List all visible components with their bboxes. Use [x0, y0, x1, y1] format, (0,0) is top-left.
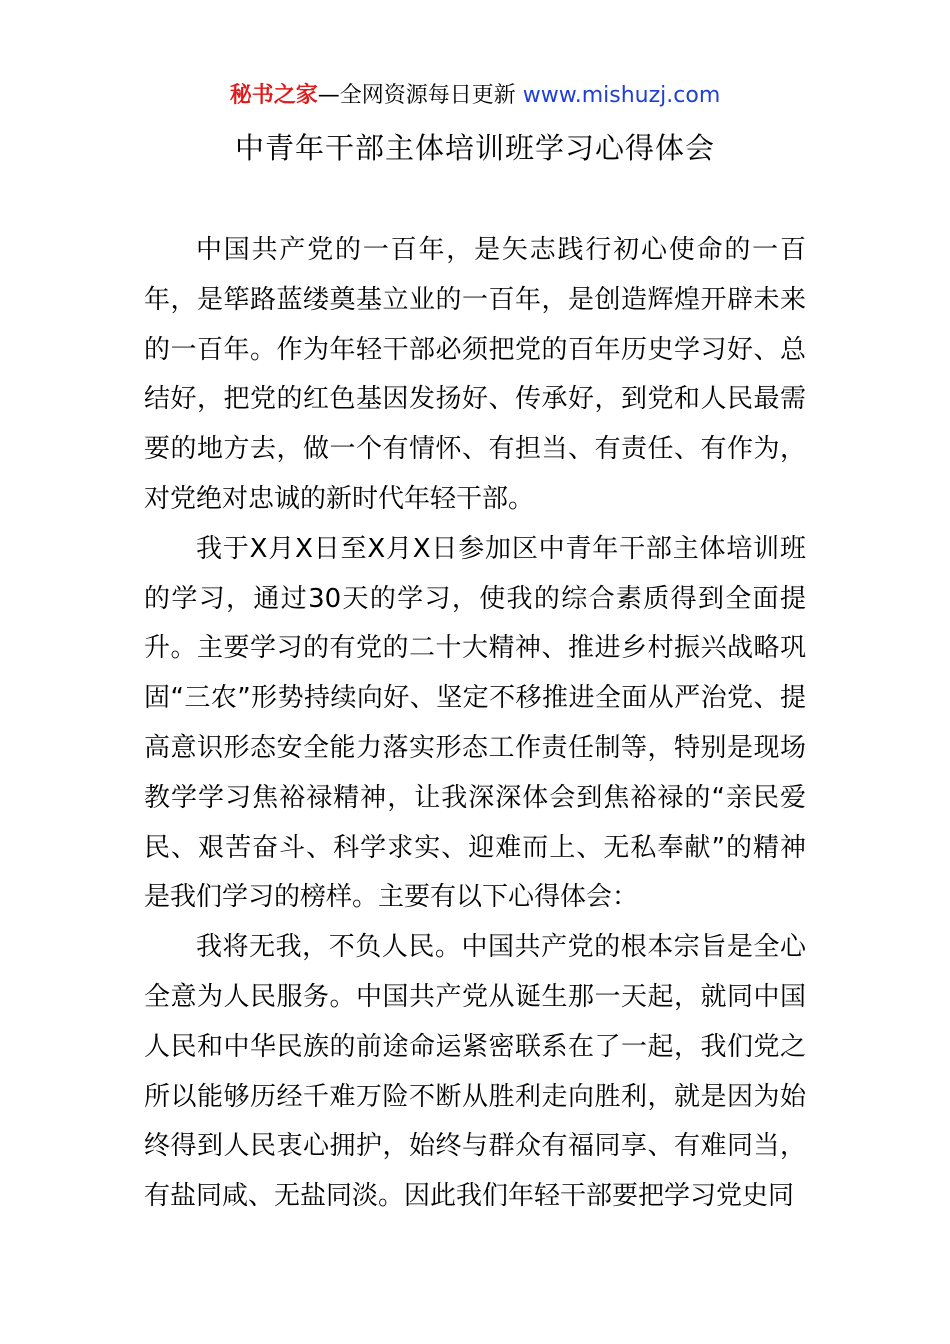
paragraph-3: 我将无我，不负人民。中国共产党的根本宗旨是全心全意为人民服务。中国共产党从诞生那一天起，就同中国人民和中华民族的前途命运紧密联系在了一起，我们党之所以能够历经千难万险不断从胜利走向胜利，就是因为始终得到人民衷心拥护，始终与群众有福同享、有难同当，有盐同咸、无盐同淡。因此我们年轻干部要把学习党史同 [144, 932, 806, 1212]
document-body [144, 226, 806, 1222]
banner-tagline: —全网资源每日更新 [317, 83, 516, 108]
paragraph-2: 我于X月X日至X月X日参加区中青年干部主体培训班的学习，通过30天的学习，使我的综合素质得到全面提升。主要学习的有党的二十大精神、推进乡村振兴战略巩固“三农”形势持续向好、坚定不移推进全面从严治党、提高意识形态安全能力落实形态工作责任制等，特别是现场教学学习焦裕禄精神，让我深深体会到焦裕禄的“亲民爱民、艰苦奋斗、科学求实、迎难而上、无私奉献”的精神是我们学习的榜样。主要有以下心得体会： [144, 533, 806, 913]
banner-url-link[interactable]: www.mishuzj.com [522, 83, 721, 108]
site-banner [0, 80, 950, 112]
banner-brand: 秘书之家 [229, 83, 318, 108]
paragraph-1: 中国共产党的一百年，是矢志践行初心使命的一百年，是筚路蓝缕奠基立业的一百年，是创造辉煌开辟未来的一百年。作为年轻干部必须把党的百年历史学习好、总结好，把党的红色基因发扬好、传承好，到党和人民最需要的地方去，做一个有情怀、有担当、有责任、有作为，对党绝对忠诚的新时代年轻干部。 [144, 235, 806, 514]
document-title: 中青年干部主体培训班学习心得体会 [234, 131, 715, 165]
